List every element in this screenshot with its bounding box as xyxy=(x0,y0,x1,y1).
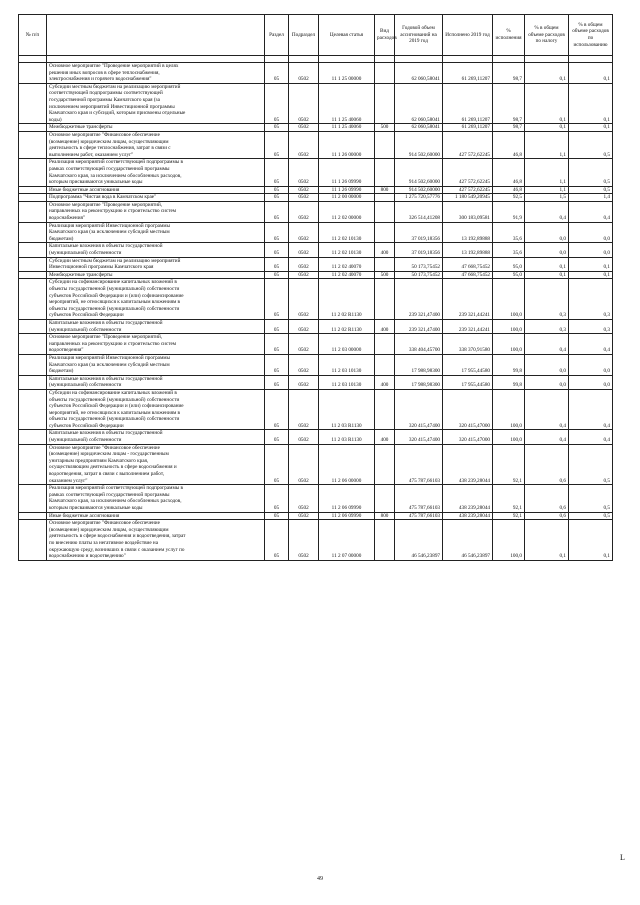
header-share-use: % в общем объеме расходов по использованию xyxy=(569,15,613,56)
row-subsection-cell: 0502 xyxy=(289,131,319,158)
row-num-cell xyxy=(19,63,47,84)
row-expense-type-cell: 800 xyxy=(375,186,395,194)
row-expense-type-cell: 400 xyxy=(375,430,395,444)
table-row xyxy=(19,279,613,320)
row-expense-type-cell xyxy=(375,389,395,430)
row-num-cell xyxy=(19,222,47,243)
row-section-cell: 05 xyxy=(265,430,289,444)
row-percent-cell: 100,0 xyxy=(493,389,525,430)
row-expense-type-cell xyxy=(375,279,395,320)
row-subsection-cell: 0502 xyxy=(289,520,319,561)
row-num-cell xyxy=(19,186,47,194)
header-gap-row xyxy=(19,56,613,63)
row-share-total-cell: 0,0 xyxy=(525,222,569,243)
row-subsection-cell: 0502 xyxy=(289,319,319,333)
row-plan-cell: 475 787,66103 xyxy=(395,512,443,520)
row-percent-cell: 46,8 xyxy=(493,131,525,158)
row-plan-cell: 17 988,98300 xyxy=(395,354,443,375)
row-section-cell: 05 xyxy=(265,354,289,375)
row-plan-cell: 46 546,23897 xyxy=(395,520,443,561)
row-share-total-cell: 0,1 xyxy=(525,124,569,132)
row-share-total-cell: 0,6 xyxy=(525,485,569,512)
row-expense-type-cell xyxy=(375,222,395,243)
row-expense-type-cell xyxy=(375,159,395,186)
row-plan-cell: 1 275 720,57776 xyxy=(395,194,443,202)
row-share-use-cell: 0,4 xyxy=(569,389,613,430)
row-percent-cell: 46,8 xyxy=(493,186,525,194)
row-expense-type-cell: 800 xyxy=(375,512,395,520)
row-share-use-cell: 0,3 xyxy=(569,279,613,320)
row-executed-cell: 61 269,11207 xyxy=(443,124,493,132)
row-expense-type-cell xyxy=(375,257,395,271)
row-target-cell: 11 2 02 R1130 xyxy=(319,319,375,333)
row-share-total-cell: 0,4 xyxy=(525,334,569,355)
row-plan-cell: 17 988,98300 xyxy=(395,375,443,389)
row-percent-cell: 100,0 xyxy=(493,319,525,333)
row-share-total-cell: 0,6 xyxy=(525,444,569,485)
row-plan-cell: 62 060,58041 xyxy=(395,63,443,84)
row-section-cell: 05 xyxy=(265,485,289,512)
row-percent-cell: 99,8 xyxy=(493,354,525,375)
row-num-cell xyxy=(19,159,47,186)
row-plan-cell: 320 415,47400 xyxy=(395,389,443,430)
row-share-total-cell: 0,0 xyxy=(525,354,569,375)
row-section-cell: 05 xyxy=(265,319,289,333)
row-target-cell: 11 1 25 40060 xyxy=(319,83,375,124)
row-plan-cell: 475 787,66103 xyxy=(395,485,443,512)
row-name-cell: Капитальные вложения в объекты государственной (муниципальной) собственности xyxy=(47,375,265,389)
row-subsection-cell: 0502 xyxy=(289,124,319,132)
row-expense-type-cell xyxy=(375,194,395,202)
row-num-cell xyxy=(19,201,47,222)
table-row xyxy=(19,430,613,444)
row-executed-cell: 61 269,11207 xyxy=(443,63,493,84)
row-executed-cell: 239 321,44241 xyxy=(443,319,493,333)
row-share-use-cell: 0,5 xyxy=(569,444,613,485)
row-num-cell xyxy=(19,375,47,389)
row-section-cell: 05 xyxy=(265,389,289,430)
row-share-use-cell: 0,3 xyxy=(569,319,613,333)
row-share-total-cell: 0,0 xyxy=(525,375,569,389)
table-row xyxy=(19,375,613,389)
row-target-cell: 11 2 03 00000 xyxy=(319,334,375,355)
row-section-cell: 05 xyxy=(265,271,289,279)
row-share-use-cell: 0,0 xyxy=(569,354,613,375)
row-name-cell: Субсидии на софинансирование капитальных вложений в объекты государственной (муниципальной) собственности субъектов Российской Федерации и (или) софинансирование мероприятий, не относящихся к капитальным вложениям в объекты государственной (муниципальной) собственности субъектов Российской Федерации xyxy=(47,279,265,320)
budget-execution-table xyxy=(18,14,613,561)
row-plan-cell: 37 019,18356 xyxy=(395,222,443,243)
row-executed-cell: 17 955,44580 xyxy=(443,375,493,389)
row-num-cell xyxy=(19,319,47,333)
table-row xyxy=(19,83,613,124)
table-row xyxy=(19,319,613,333)
row-name-cell: Капитальные вложения в объекты государственной (муниципальной) собственности xyxy=(47,243,265,257)
row-subsection-cell: 0502 xyxy=(289,444,319,485)
table-row xyxy=(19,389,613,430)
row-subsection-cell: 0502 xyxy=(289,279,319,320)
row-section-cell: 05 xyxy=(265,194,289,202)
row-name-cell: Иные бюджетные ассигнования xyxy=(47,186,265,194)
header-share-total: % в общем объеме расходов по налогу xyxy=(525,15,569,56)
header-percent: % исполнения xyxy=(493,15,525,56)
row-share-total-cell: 1,1 xyxy=(525,159,569,186)
row-percent-cell: 98,7 xyxy=(493,63,525,84)
row-target-cell: 11 2 02 40070 xyxy=(319,271,375,279)
row-executed-cell: 17 955,44580 xyxy=(443,354,493,375)
row-target-cell: 11 2 02 R1130 xyxy=(319,279,375,320)
row-percent-cell: 95,0 xyxy=(493,257,525,271)
row-share-use-cell: 0,5 xyxy=(569,512,613,520)
edge-mark: L xyxy=(620,853,625,862)
row-share-use-cell: 0,4 xyxy=(569,201,613,222)
row-share-total-cell: 0,6 xyxy=(525,512,569,520)
row-subsection-cell: 0502 xyxy=(289,83,319,124)
row-percent-cell: 98,7 xyxy=(493,124,525,132)
row-plan-cell: 50 173,75452 xyxy=(395,271,443,279)
row-subsection-cell: 0502 xyxy=(289,512,319,520)
row-expense-type-cell xyxy=(375,83,395,124)
row-section-cell: 05 xyxy=(265,279,289,320)
row-target-cell: 11 1 26 09990 xyxy=(319,159,375,186)
row-share-total-cell: 0,1 xyxy=(525,520,569,561)
row-target-cell: 11 1 26 09990 xyxy=(319,186,375,194)
row-percent-cell: 100,0 xyxy=(493,430,525,444)
table-row xyxy=(19,63,613,84)
row-expense-type-cell: 500 xyxy=(375,271,395,279)
table-row xyxy=(19,124,613,132)
table-row xyxy=(19,131,613,158)
row-executed-cell: 427 572,62245 xyxy=(443,159,493,186)
row-name-cell: Основное мероприятие "Проведение мероприятий в целях решения иных вопросов в сфере теплоснабжения, электроснабжения и горячего водоснабжения" xyxy=(47,63,265,84)
row-share-use-cell: 0,0 xyxy=(569,243,613,257)
row-percent-cell: 35,6 xyxy=(493,243,525,257)
row-share-total-cell: 0,1 xyxy=(525,83,569,124)
row-num-cell xyxy=(19,83,47,124)
row-percent-cell: 92,5 xyxy=(493,194,525,202)
row-name-cell: Капитальные вложения в объекты государственной (муниципальной) собственности xyxy=(47,430,265,444)
row-subsection-cell: 0502 xyxy=(289,389,319,430)
row-subsection-cell: 0502 xyxy=(289,430,319,444)
row-num-cell xyxy=(19,520,47,561)
row-share-use-cell: 0,1 xyxy=(569,124,613,132)
row-share-total-cell: 0,4 xyxy=(525,389,569,430)
row-percent-cell: 91,9 xyxy=(493,201,525,222)
row-percent-cell: 95,0 xyxy=(493,271,525,279)
header-name xyxy=(47,15,265,56)
row-share-use-cell: 0,0 xyxy=(569,222,613,243)
table-row xyxy=(19,257,613,271)
row-target-cell: 11 2 03 10130 xyxy=(319,354,375,375)
row-name-cell: Межбюджетные трансферты xyxy=(47,271,265,279)
row-target-cell: 11 1 26 00000 xyxy=(319,131,375,158)
row-share-total-cell: 0,3 xyxy=(525,279,569,320)
table-row xyxy=(19,520,613,561)
table-row xyxy=(19,512,613,520)
row-plan-cell: 914 502,60000 xyxy=(395,159,443,186)
row-subsection-cell: 0502 xyxy=(289,334,319,355)
row-plan-cell: 338 404,45700 xyxy=(395,334,443,355)
row-share-total-cell: 0,0 xyxy=(525,243,569,257)
table-row xyxy=(19,186,613,194)
row-target-cell: 11 2 03 R1130 xyxy=(319,389,375,430)
row-expense-type-cell xyxy=(375,485,395,512)
header-subsection: Подраздел xyxy=(289,15,319,56)
row-percent-cell: 100,0 xyxy=(493,520,525,561)
row-section-cell: 05 xyxy=(265,222,289,243)
row-plan-cell: 50 173,75452 xyxy=(395,257,443,271)
row-name-cell: Основное мероприятие "Проведение мероприятий, направленных на реконструкцию и строительство систем водоотведения" xyxy=(47,334,265,355)
header-executed: Исполнено 2019 год xyxy=(443,15,493,56)
row-executed-cell: 300 183,09581 xyxy=(443,201,493,222)
row-share-total-cell: 0,4 xyxy=(525,201,569,222)
row-share-total-cell: 0,1 xyxy=(525,271,569,279)
row-plan-cell: 326 514,41208 xyxy=(395,201,443,222)
row-name-cell: Субсидии местным бюджетам на реализацию мероприятий соответствующей подпрограммы соответствующей государственной программы Камчатского края (за исключением мероприятий Инвестиционной программы Камчатского края и субсидий, которым присвоены отдельные коды) xyxy=(47,83,265,124)
row-section-cell: 05 xyxy=(265,243,289,257)
row-num-cell xyxy=(19,124,47,132)
row-subsection-cell: 0502 xyxy=(289,257,319,271)
table-row xyxy=(19,334,613,355)
row-expense-type-cell xyxy=(375,63,395,84)
row-subsection-cell: 0502 xyxy=(289,485,319,512)
row-subsection-cell: 0502 xyxy=(289,271,319,279)
table-row xyxy=(19,485,613,512)
row-executed-cell: 438 239,28044 xyxy=(443,512,493,520)
row-section-cell: 05 xyxy=(265,444,289,485)
row-share-use-cell: 0,5 xyxy=(569,485,613,512)
row-percent-cell: 100,0 xyxy=(493,334,525,355)
row-section-cell: 05 xyxy=(265,186,289,194)
table-row xyxy=(19,201,613,222)
row-percent-cell: 92,1 xyxy=(493,485,525,512)
row-section-cell: 05 xyxy=(265,63,289,84)
row-num-cell xyxy=(19,271,47,279)
row-share-use-cell: 0,1 xyxy=(569,271,613,279)
row-share-use-cell: 0,1 xyxy=(569,83,613,124)
row-plan-cell: 239 321,47400 xyxy=(395,319,443,333)
table-row xyxy=(19,243,613,257)
row-expense-type-cell xyxy=(375,334,395,355)
row-expense-type-cell xyxy=(375,444,395,485)
row-plan-cell: 239 321,47400 xyxy=(395,279,443,320)
row-share-total-cell: 0,4 xyxy=(525,430,569,444)
row-target-cell: 11 2 06 09990 xyxy=(319,512,375,520)
row-executed-cell: 13 192,89888 xyxy=(443,222,493,243)
row-num-cell xyxy=(19,389,47,430)
row-expense-type-cell: 400 xyxy=(375,375,395,389)
row-executed-cell: 1 180 549,20945 xyxy=(443,194,493,202)
row-share-use-cell: 1,4 xyxy=(569,194,613,202)
table-row xyxy=(19,194,613,202)
row-name-cell: Реализация мероприятий соответствующей подпрограммы в рамках соответствующей государственной программы Камчатского края, за исключением обособленных расходов, которым присваиваются уникальные коды xyxy=(47,485,265,512)
row-share-total-cell: 1,1 xyxy=(525,186,569,194)
row-percent-cell: 92,1 xyxy=(493,444,525,485)
row-target-cell: 11 2 02 40070 xyxy=(319,257,375,271)
row-name-cell: Межбюджетные трансферты xyxy=(47,124,265,132)
row-subsection-cell: 0502 xyxy=(289,243,319,257)
row-num-cell xyxy=(19,430,47,444)
row-num-cell xyxy=(19,131,47,158)
row-subsection-cell: 0502 xyxy=(289,159,319,186)
row-subsection-cell: 0502 xyxy=(289,194,319,202)
row-share-total-cell: 0,1 xyxy=(525,257,569,271)
row-target-cell: 11 1 25 40060 xyxy=(319,124,375,132)
row-executed-cell: 47 668,75452 xyxy=(443,257,493,271)
row-expense-type-cell xyxy=(375,354,395,375)
row-target-cell: 11 2 02 00000 xyxy=(319,201,375,222)
row-subsection-cell: 0502 xyxy=(289,354,319,375)
row-num-cell xyxy=(19,354,47,375)
row-percent-cell: 35,6 xyxy=(493,222,525,243)
row-share-use-cell: 0,4 xyxy=(569,334,613,355)
row-plan-cell: 914 502,60000 xyxy=(395,131,443,158)
table-row xyxy=(19,222,613,243)
row-percent-cell: 92,1 xyxy=(493,512,525,520)
row-num-cell xyxy=(19,279,47,320)
row-expense-type-cell xyxy=(375,520,395,561)
row-expense-type-cell: 400 xyxy=(375,319,395,333)
row-share-total-cell: 0,1 xyxy=(525,63,569,84)
row-percent-cell: 100,0 xyxy=(493,279,525,320)
header-plan: Годовой объем ассигнований на 2019 год xyxy=(395,15,443,56)
row-target-cell: 11 1 25 00000 xyxy=(319,63,375,84)
header-section: Раздел xyxy=(265,15,289,56)
row-share-use-cell: 0,0 xyxy=(569,375,613,389)
row-plan-cell: 914 502,60000 xyxy=(395,186,443,194)
row-percent-cell: 46,8 xyxy=(493,159,525,186)
row-plan-cell: 37 019,18356 xyxy=(395,243,443,257)
row-target-cell: 11 2 03 10130 xyxy=(319,375,375,389)
row-target-cell: 11 2 02 10130 xyxy=(319,222,375,243)
row-name-cell: Субсидии на софинансирование капитальных вложений в объекты государственной (муниципальной) собственности субъектов Российской Федерации и (или) софинансирование мероприятий, не относящихся к капитальным вложениям в объекты государственной (муниципальной) собственности субъектов Российской Федерации xyxy=(47,389,265,430)
row-name-cell: Основное мероприятие "Финансовое обеспечение (возмещение) юридическим лицам, осуществляющим деятельность в сфере водоснабжения и водоотведения, затрат по внесению платы за негативное воздействие на окружающую среду, возникших в связи с оказанием услуг по водоснабжению и водоотведению" xyxy=(47,520,265,561)
row-share-total-cell: 1,5 xyxy=(525,194,569,202)
row-section-cell: 05 xyxy=(265,83,289,124)
row-section-cell: 05 xyxy=(265,520,289,561)
row-target-cell: 11 2 06 00000 xyxy=(319,444,375,485)
row-num-cell xyxy=(19,334,47,355)
row-name-cell: Реализация мероприятий соответствующей подпрограммы в рамках соответствующей государственной программы Камчатского края, за исключением обособленных расходов, которым присваиваются уникальные коды xyxy=(47,159,265,186)
row-executed-cell: 438 239,28044 xyxy=(443,444,493,485)
row-share-total-cell: 0,3 xyxy=(525,319,569,333)
row-plan-cell: 62 060,58041 xyxy=(395,124,443,132)
row-target-cell: 11 2 02 10130 xyxy=(319,243,375,257)
row-subsection-cell: 0502 xyxy=(289,186,319,194)
row-section-cell: 05 xyxy=(265,334,289,355)
table-row xyxy=(19,271,613,279)
row-executed-cell: 320 415,47000 xyxy=(443,389,493,430)
row-target-cell: 11 2 00 00000 xyxy=(319,194,375,202)
row-executed-cell: 47 668,75452 xyxy=(443,271,493,279)
table-row xyxy=(19,354,613,375)
row-name-cell: Капитальные вложения в объекты государственной (муниципальной) собственности xyxy=(47,319,265,333)
row-plan-cell: 320 415,47400 xyxy=(395,430,443,444)
row-section-cell: 05 xyxy=(265,257,289,271)
row-section-cell: 05 xyxy=(265,124,289,132)
row-subsection-cell: 0502 xyxy=(289,63,319,84)
row-share-use-cell: 0,1 xyxy=(569,63,613,84)
page-number: 49 xyxy=(317,876,323,882)
row-share-use-cell: 0,1 xyxy=(569,520,613,561)
row-target-cell: 11 2 03 R1130 xyxy=(319,430,375,444)
header-expense-type: Вид расходов xyxy=(375,15,395,56)
row-share-total-cell: 1,1 xyxy=(525,131,569,158)
row-executed-cell: 61 269,11207 xyxy=(443,83,493,124)
row-target-cell: 11 2 07 00000 xyxy=(319,520,375,561)
row-executed-cell: 338 370,91580 xyxy=(443,334,493,355)
row-name-cell: Иные бюджетные ассигнования xyxy=(47,512,265,520)
table-body xyxy=(19,63,613,561)
row-plan-cell: 62 060,58041 xyxy=(395,83,443,124)
row-num-cell xyxy=(19,257,47,271)
row-executed-cell: 13 192,89888 xyxy=(443,243,493,257)
row-name-cell: Основное мероприятие "Финансовое обеспечение (возмещение) юридическим лицам, осуществляющим деятельность в сфере теплоснабжения, затрат в связи с выполнением работ, оказанием услуг" xyxy=(47,131,265,158)
row-share-use-cell: 0,5 xyxy=(569,131,613,158)
row-executed-cell: 438 239,28044 xyxy=(443,485,493,512)
row-section-cell: 05 xyxy=(265,512,289,520)
row-name-cell: Субсидии местным бюджетам на реализацию мероприятий Инвестиционной программы Камчатского края xyxy=(47,257,265,271)
row-executed-cell: 320 415,47000 xyxy=(443,430,493,444)
row-executed-cell: 46 546,23897 xyxy=(443,520,493,561)
row-section-cell: 05 xyxy=(265,131,289,158)
row-percent-cell: 99,8 xyxy=(493,375,525,389)
row-expense-type-cell xyxy=(375,201,395,222)
row-share-use-cell: 0,4 xyxy=(569,430,613,444)
row-percent-cell: 98,7 xyxy=(493,83,525,124)
row-share-use-cell: 0,5 xyxy=(569,159,613,186)
row-num-cell xyxy=(19,243,47,257)
row-target-cell: 11 2 06 09990 xyxy=(319,485,375,512)
row-executed-cell: 239 321,44241 xyxy=(443,279,493,320)
header-target: Целевая статья xyxy=(319,15,375,56)
table-header-row xyxy=(19,15,613,56)
row-num-cell xyxy=(19,485,47,512)
row-expense-type-cell: 500 xyxy=(375,124,395,132)
row-name-cell: Подпрограмма "Чистая вода в Камчатском крае" xyxy=(47,194,265,202)
row-num-cell xyxy=(19,444,47,485)
row-name-cell: Основное мероприятие "Проведение мероприятий, направленных на реконструкцию и строительство систем водоснабжения" xyxy=(47,201,265,222)
row-executed-cell: 427 572,62245 xyxy=(443,186,493,194)
row-num-cell xyxy=(19,512,47,520)
row-share-use-cell: 0,5 xyxy=(569,186,613,194)
row-section-cell: 05 xyxy=(265,201,289,222)
row-name-cell: Реализация мероприятий Инвестиционной программы Камчатского края (за исключением субсидий местным бюджетам) xyxy=(47,222,265,243)
row-share-use-cell: 0,1 xyxy=(569,257,613,271)
row-section-cell: 05 xyxy=(265,375,289,389)
row-name-cell: Основное мероприятие "Финансовое обеспечение (возмещение) юридическим лицам - государственным унитарным предприятиям Камчатского края, осуществляющим деятельность в сфере водоснабжения и водоотведения, затрат в связи с выполнением работ, оказанием услуг" xyxy=(47,444,265,485)
row-expense-type-cell: 400 xyxy=(375,243,395,257)
header-num: № п/п xyxy=(19,15,47,56)
row-section-cell: 05 xyxy=(265,159,289,186)
row-expense-type-cell xyxy=(375,131,395,158)
row-subsection-cell: 0502 xyxy=(289,375,319,389)
table-row xyxy=(19,444,613,485)
row-subsection-cell: 0502 xyxy=(289,201,319,222)
row-name-cell: Реализация мероприятий Инвестиционной программы Камчатского края (за исключением субсидий местным бюджетам) xyxy=(47,354,265,375)
row-executed-cell: 427 572,62245 xyxy=(443,131,493,158)
row-plan-cell: 475 787,66103 xyxy=(395,444,443,485)
row-num-cell xyxy=(19,194,47,202)
row-subsection-cell: 0502 xyxy=(289,222,319,243)
table-row xyxy=(19,159,613,186)
